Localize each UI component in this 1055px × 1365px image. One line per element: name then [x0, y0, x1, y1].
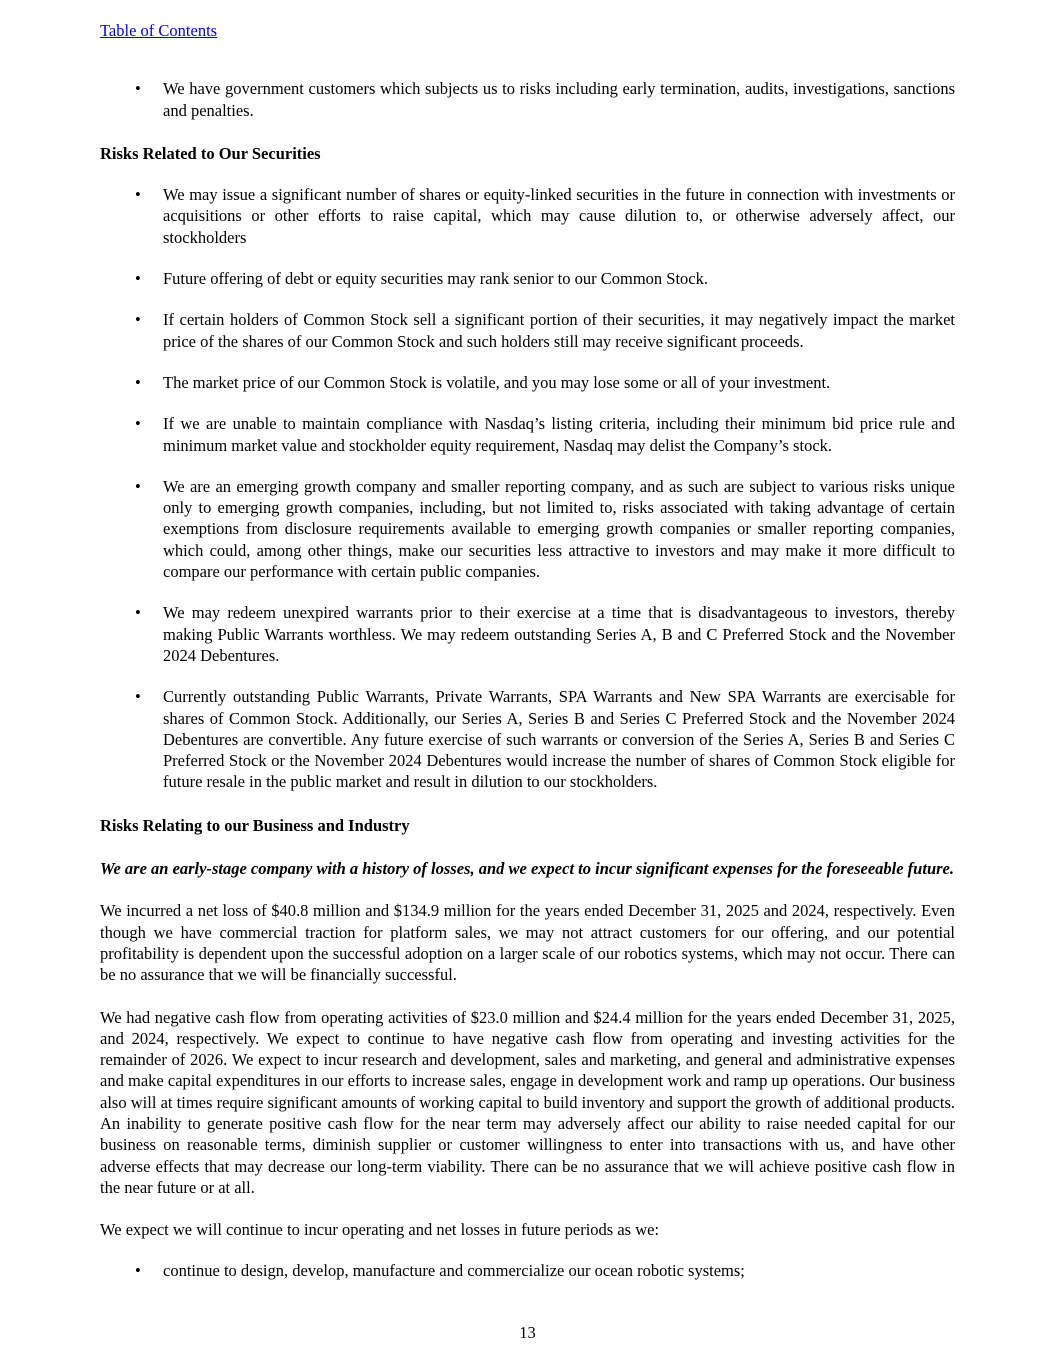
bullet-text: continue to design, develop, manufacture and commercialize our ocean robotic systems;: [163, 1261, 745, 1281]
bullet-text: We may redeem unexpired warrants prior to their exercise at a time that is disadvantageous to investors, thereby making Public Warrants worthless. We may redeem outstanding Series A, B and C Preferred Stock and the November 2024 Debentures.: [163, 603, 955, 665]
bullet-marker: •: [135, 185, 141, 205]
bullet-item: [100, 78, 955, 121]
bullet-text: We may issue a significant number of shares or equity-linked securities in the future in connection with investments or acquisitions or other efforts to raise capital, which may cause dilution to, or otherwise adversely affect, our stockholders: [163, 185, 955, 247]
bullet-text: If we are unable to maintain compliance with Nasdaq’s listing criteria, including their minimum bid price rule and minimum market value and stockholder equity requirement, Nasdaq may delist the Company’s stock.: [163, 414, 955, 455]
bullet-item: [100, 372, 955, 393]
bullet-marker: •: [135, 1261, 141, 1281]
risk-subheading: We are an early-stage company with a history of losses, and we expect to incur significant expenses for the foreseeable future.: [100, 859, 954, 879]
bullet-text: The market price of our Common Stock is volatile, and you may lose some or all of your investment.: [163, 372, 831, 392]
bullet-text: Future offering of debt or equity securities may rank senior to our Common Stock.: [163, 269, 709, 289]
body-paragraph: We expect we will continue to incur operating and net losses in future periods as we:: [100, 1220, 660, 1240]
bullet-item: [100, 602, 955, 666]
bullet-text: If certain holders of Common Stock sell a significant portion of their securities, it may negatively impact the market price of the shares of our Common Stock and such holders still may receive significant proceeds.: [163, 310, 955, 351]
bullet-item: [100, 1260, 955, 1281]
bullet-marker: •: [135, 414, 141, 434]
bullet-text: We are an emerging growth company and smaller reporting company, and as such are subject to various risks unique only to emerging growth companies, including, but not limited to, risks associated with taking advantage of certain exemptions from disclosure requirements available to emerging growth companies or smaller reporting companies, which could, among other things, make our securities less attractive to investors and may make it more difficult to compare our performance with certain public companies.: [163, 476, 955, 582]
bullet-text: We have government customers which subjects us to risks including early termination, audits, investigations, sanctions and penalties.: [163, 79, 955, 120]
page-number: 13: [519, 1322, 536, 1342]
bullet-marker: •: [135, 269, 141, 289]
bullet-item: [100, 476, 955, 582]
bullet-marker: •: [135, 687, 141, 707]
bullet-text: Currently outstanding Public Warrants, Private Warrants, SPA Warrants and New SPA Warrants are exercisable for shares of Common Stock. Additionally, our Series A, Series B and Series C Preferred Stock and the November 2024 Debentures are convertible. Any future exercise of such warrants or conversion of the Series A, Series B and Series C Preferred Stock or the November 2024 Debentures would increase the number of shares of Common Stock eligible for future resale in the public market and result in dilution to our stockholders.: [163, 687, 955, 792]
toc-link-row: [100, 20, 955, 41]
section-heading-securities: Risks Related to Our Securities: [100, 143, 321, 163]
bullet-marker: •: [135, 603, 141, 623]
body-paragraph: We had negative cash flow from operating activities of $23.0 million and $24.4 million for the years ended December 31, 2025, and 2024, respectively. We expect to continue to have negative cash flow from operating and investing activities for the remainder of 2026. We expect to incur research and development, sales and marketing, and general and administrative expenses and make capital expenditures in our efforts to increase sales, engage in development work and ramp up operations. Our business also will at times require significant amounts of working capital to build inventory and support the growth of additional products. An inability to generate positive cash flow for the near term may adversely affect our ability to raise needed capital for our business on reasonable terms, diminish supplier or customer willingness to enter into transactions with us, and have other adverse effects that may decrease our long-term viability. There can be no assurance that we will achieve positive cash flow in the near future or at all.: [100, 1007, 955, 1197]
bullet-marker: •: [135, 310, 141, 330]
bullet-item: [100, 184, 955, 248]
section-heading-business: Risks Relating to our Business and Industry: [100, 815, 410, 835]
body-paragraph: We incurred a net loss of $40.8 million and $134.9 million for the years ended December 31, 2025 and 2024, respectively. Even though we have commercial traction for platform sales, we may not attract customers for our offering, and our potential profitability is dependent upon the successful adoption on a larger scale of our robotics systems, which may not occur. There can be no assurance that we will be financially successful.: [100, 901, 955, 985]
bullet-item: [100, 413, 955, 456]
table-of-contents-link[interactable]: Table of Contents: [100, 21, 218, 40]
bullet-marker: •: [135, 372, 141, 392]
bullet-item: [100, 268, 955, 289]
bullet-marker: •: [135, 79, 141, 99]
bullet-item: [100, 686, 955, 792]
bullet-item: [100, 309, 955, 352]
bullet-marker: •: [135, 476, 141, 496]
